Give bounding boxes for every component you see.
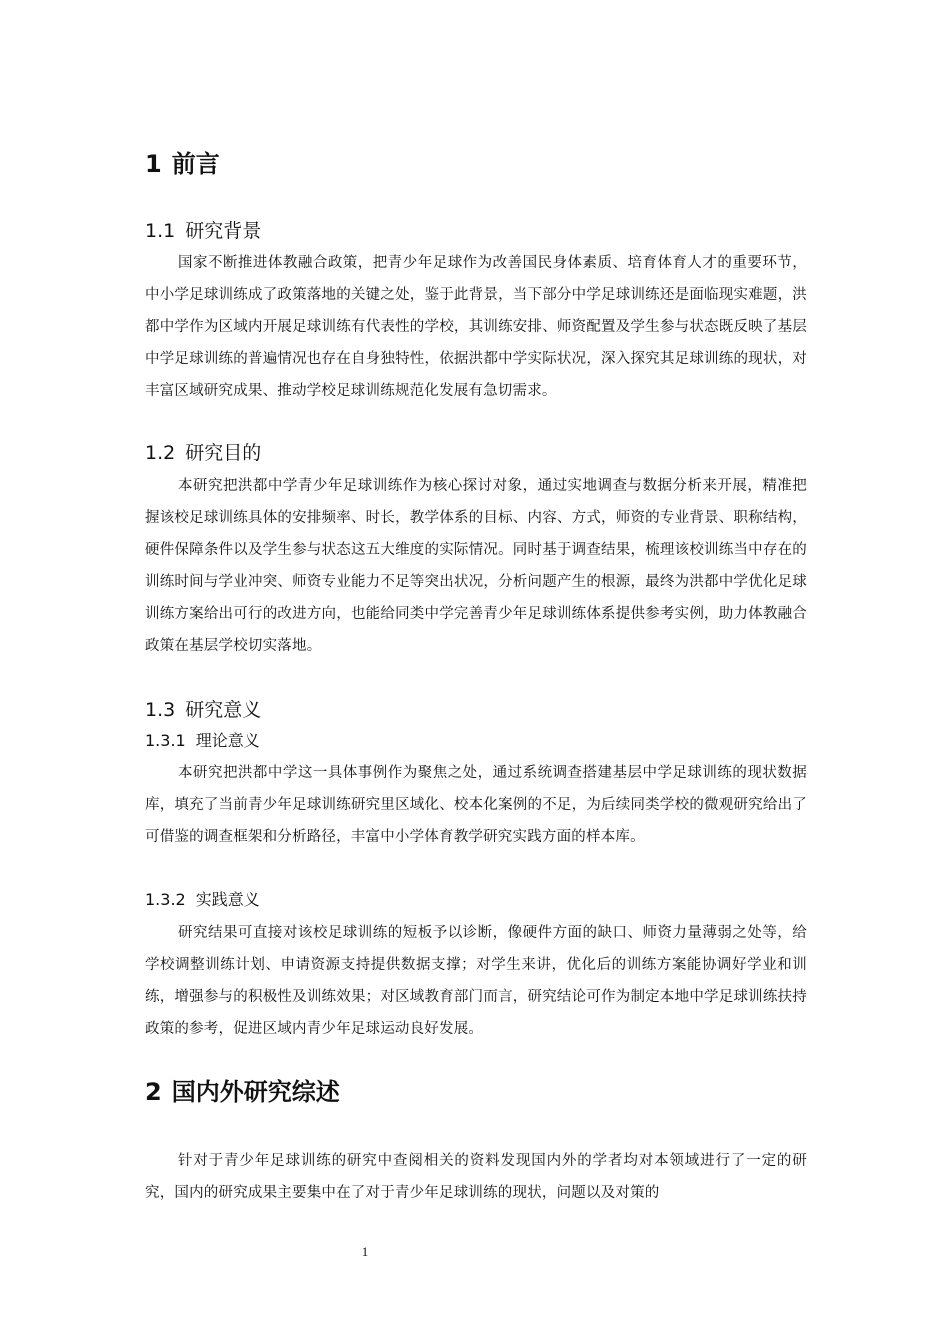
section-title: 研究目的 [185,442,262,464]
section-title: 理论意义 [195,731,260,750]
section-heading-1-3 [145,696,261,724]
section-number: 1.3.2 [145,890,186,909]
section-title: 实践意义 [195,890,260,909]
section-heading-1-2 [145,439,261,467]
section-heading-1-3-1 [145,729,260,753]
section-number: 2 [145,1078,162,1106]
section-number: 1.3 [145,699,176,721]
section-title: 研究意义 [185,699,262,721]
section-number: 1.2 [145,442,176,464]
page-number: 1 [361,1244,369,1259]
paragraph-theory: 本研究把洪都中学这一具体事例作为聚焦之处，通过系统调查搭建基层中学足球训练的现状数据库，填充了当前青少年足球训练研究里区域化、校本化案例的不足，为后续同类学校的微观研究给出了可借鉴的调查框架和分析路径，丰富中小学体育教学研究实践方面的样本库。 [145,765,807,845]
section-heading-1-1 [145,217,261,245]
paragraph-background: 国家不断推进体教融合政策，把青少年足球作为改善国民身体素质、培育体育人才的重要环节，中小学足球训练成了政策落地的关键之处，鉴于此背景，当下部分中学足球训练还是面临现实难题，洪都中学作为区域内开展足球训练有代表性的学校，其训练安排、师资配置及学生参与状态既反映了基层中学足球训练的普遍情况也存在自身独特性，依据洪都中学实际状况，深入探究其足球训练的现状，对丰富区域研究成果、推动学校足球训练规范化发展有急切需求。 [145,255,807,399]
section-heading-2 [145,1076,340,1108]
section-number: 1.1 [145,220,176,242]
paragraph-review: 针对于青少年足球训练的研究中查阅相关的资料发现国内外的学者均对本领域进行了一定的研究，国内的研究成果主要集中在了对于青少年足球训练的现状，问题以及对策的 [145,1153,807,1201]
section-number: 1.3.1 [145,731,186,750]
paragraph-purpose: 本研究把洪都中学青少年足球训练作为核心探讨对象，通过实地调查与数据分析来开展，精准把握该校足球训练具体的安排频率、时长，教学体系的目标、内容、方式，师资的专业背景、职称结构，硬件保障条件以及学生参与状态这五大维度的实际情况。同时基于调查结果，梳理该校训练当中存在的训练时间与学业冲突、师资专业能力不足等突出状况，分析问题产生的根源，最终为洪都中学优化足球训练方案给出可行的改进方向，也能给同类中学完善青少年足球训练体系提供参考实例，助力体教融合政策在基层学校切实落地。 [145,478,807,654]
section-title: 研究背景 [185,220,262,242]
section-title: 前言 [171,150,220,178]
paragraph-practice: 研究结果可直接对该校足球训练的短板予以诊断，像硬件方面的缺口、师资力量薄弱之处等，给学校调整训练计划、申请资源支持提供数据支撑；对学生来讲，优化后的训练方案能协调好学业和训练，增强参与的积极性及训练效果；对区域教育部门而言，研究结论可作为制定本地中学足球训练扶持政策的参考，促进区域内青少年足球运动良好发展。 [145,925,807,1037]
section-heading-1 [145,148,220,180]
section-title: 国内外研究综述 [171,1078,340,1106]
section-heading-1-3-2 [145,888,260,912]
section-number: 1 [145,150,162,178]
